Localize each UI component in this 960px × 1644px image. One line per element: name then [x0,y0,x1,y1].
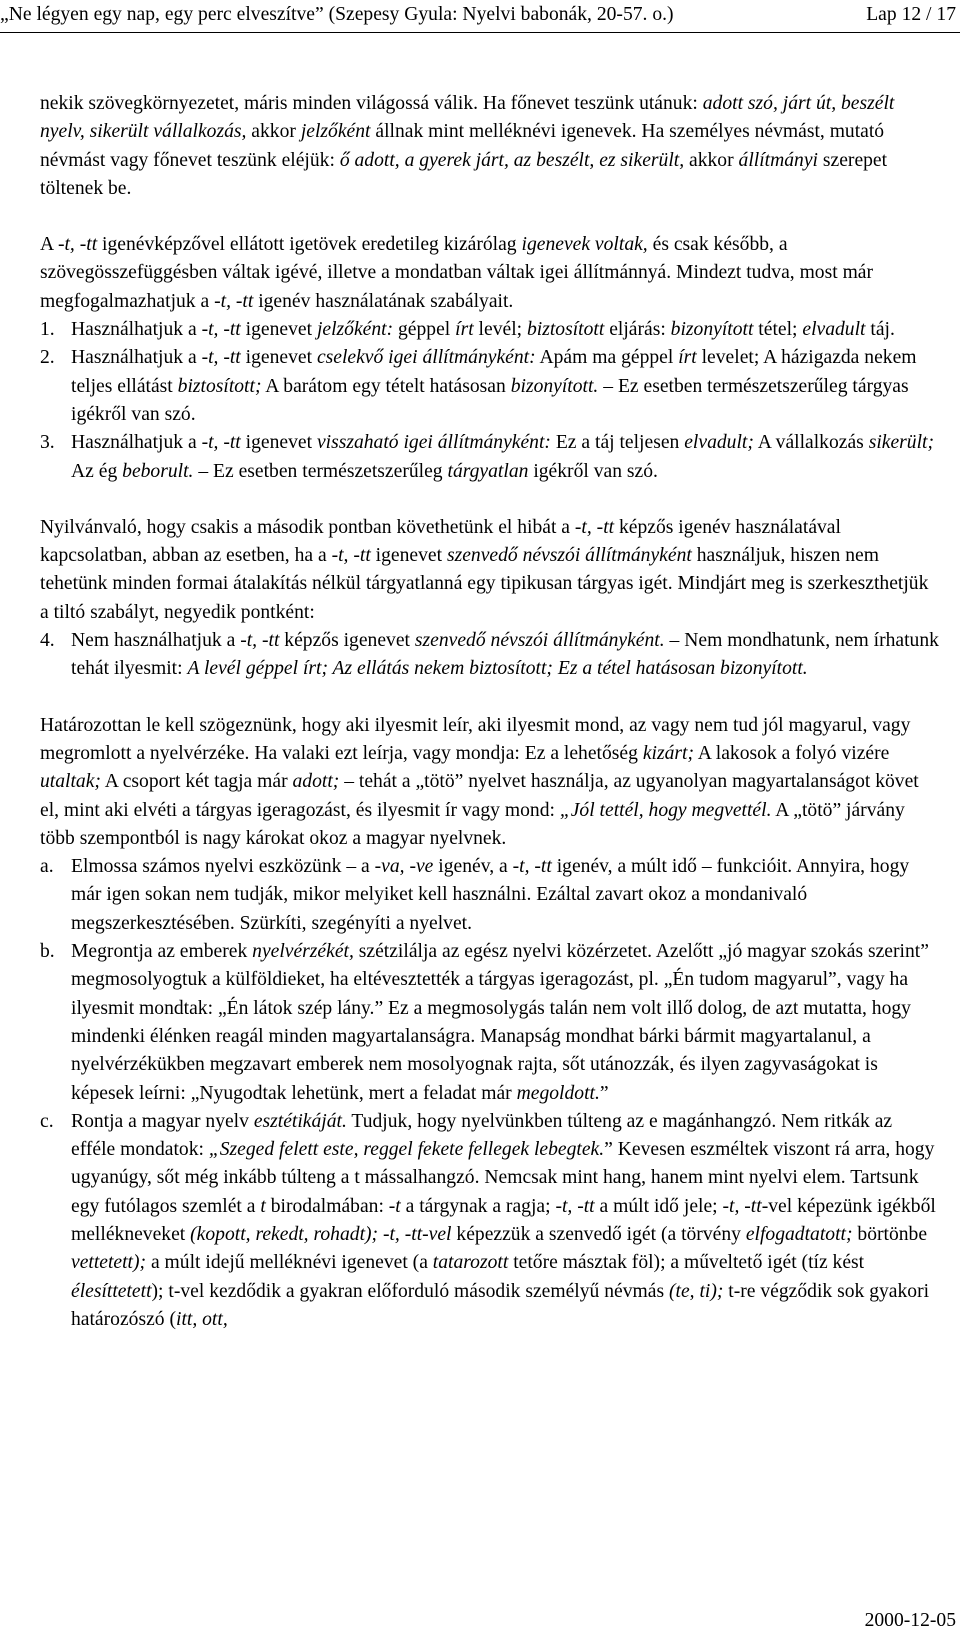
page-header [0,2,960,33]
paragraph-conclusion: Határozottan le kell szögeznünk, hogy aki ilyesmit leír, aki ilyesmit mond, az vagy nem tud jól magyarul, vagy megromlott a nyelvérzéke. Ha valaki ezt leírja, vagy mondja: Ez a lehetőség kizárt; A lakosok a folyó vizére utaltak; A csoport két tagja már adott; – tehát a „tötö” nyelvet használja, az ugyanolyan magyartalanságot követ el, mint aki elvéti a tárgyas igeragozást, és ilyesmit ír vagy mond: „Jól tettél, hogy megvettél. A „tötö” járvány több szempontból is nagy károkat okoz a magyar nyelvnek. [40,714,919,849]
damage-item: a. Elmossa számos nyelvi eszközünk – a -va, -ve igenév, a -t, -tt igenév, a múlt idő – funkcióit. Annyira, hogy már igen sokan nem tudják, mikor melyiket kell használni. Ezáltal zavart okoz a mondanivaló megszerkesztésében. Szürkíti, szegényíti a nyelvet. [40,853,940,938]
item-letter: c. [40,1110,54,1132]
rule-number: 3. [40,432,55,454]
damages-list [40,853,940,1334]
rule-number: 4. [40,630,55,652]
rule-item: 1. Használhatjuk a -t, -tt igenevet jelzőként: géppel írt levél; biztosított eljárás: bizonyított tétel; elvadult táj. [40,316,940,344]
prohibition-rule [40,627,940,684]
rule-item: 4. Nem használhatjuk a -t, -tt képzős igenevet szenvedő névszói állítmányként. – Nem mondhatunk, nem írhatunk tehát ilyesmit: A levél géppel írt; Az ellátás nekem biztosított; Ez a tétel hatásosan bizonyított. [40,627,940,684]
footer-date: 2000-12-05 [864,1610,956,1631]
rule-item: 2. Használhatjuk a -t, -tt igenevet cselekvő igei állítmányként: Apám ma géppel írt levelet; A házigazda nekem teljes ellátást biztosított; A barátom egy tételt hatásosan bizonyított. – Ez esetben természetszerűleg tárgyas igékről van szó. [40,344,940,429]
document-title: „Ne légyen egy nap, egy perc elveszítve” (Szepesy Gyula: Nyelvi babonák, 20-57. o.) [0,4,674,25]
rule-number: 1. [40,319,55,341]
paragraph-participle-origin: A -t, -tt igenévképzővel ellátott igetövek eredetileg kizárólag igenevek voltak, és csak később, a szövegösszefüggésben váltak igévé, illetve a mondatban váltak igei állítmánnyá. Mindezt tudva, most már megfogalmazhatjuk a -t, -tt igenév használatának szabályait. [40,234,874,312]
item-letter: a. [40,856,54,878]
page-content [40,90,940,1334]
paragraph-error-case: Nyilvánvaló, hogy csakis a második pontban követhetünk el hibát a -t, -tt képzős igenév használatával kapcsolatban, abban az esetben, ha a -t, -tt igenevet szenvedő névszói állítmányként használjuk, hiszen nem tehetünk minden formai átalakítás nélkül tárgyatlanná egy tipikusan tárgyas igét. Mindjárt meg is szerkeszthetjük a tiltó szabályt, negyedik pontként: [40,516,929,623]
damage-item: b. Megrontja az emberek nyelvérzékét, szétzilálja az egész nyelvi közérzetet. Azelőtt „jó magyar szokás szerint” megmosolyogtuk a külföldieket, ha eltévesztették a tárgyas igeragozást, pl. „Én tudom magyarul”, vagy ha ilyesmit mondtak: „Én látok szép lány.” Ez a megmosolygás talán nem volt illő dolog, de azt mutatta, hogy mindenki élénken reagál minden magyartalanságra. Manapság mondhat bárki bármit magyartalanul, a nyelvérzékükben megzavart emberek nem mosolyognak rajta, sőt utánozzák, és ilyen zagyvaságokat is képesek leírni: „Nyugodtak lehetünk, mert a feladat már megoldott.” [40,938,940,1108]
rules-list [40,316,940,486]
rule-number: 2. [40,347,55,369]
item-letter: b. [40,941,55,963]
page-number: Lap 12 / 17 [866,4,956,25]
paragraph-continued: nekik szövegkörnyezetet, máris minden világossá válik. Ha főnevet teszünk utánuk: adott szó, járt út, beszélt nyelv, sikerült vállalkozás, akkor jelzőként állnak mint melléknévi igenevek. Ha személyes névmást, mutató névmást vagy főnevet teszünk eléjük: ő adott, a gyerek járt, az beszélt, ez sikerült, akkor állítmányi szerepet töltenek be. [40,93,895,199]
rule-item: 3. Használhatjuk a -t, -tt igenevet visszaható igei állítmányként: Ez a táj teljesen elvadult; A vállalkozás sikerült; Az ég beborult. – Ez esetben természetszerűleg tárgyatlan igékről van szó. [40,429,940,486]
damage-item: c. Rontja a magyar nyelv esztétikáját. Tudjuk, hogy nyelvünkben túlteng az e magánhangzó. Nem ritkák az efféle mondatok: „Szeged felett este, reggel fekete fellegek lebegtek.” Kevesen eszméltek viszont rá arra, hogy ugyanúgy, sőt még inkább túlteng a t mássalhangzó. Nemcsak mint hang, hanem mint nyelvi elem. Tartsunk egy futólagos szemlét a t birodalmában: -t a tárgynak a ragja; -t, -tt a múlt idő jele; -t, -tt-vel képezünk igékből mellékneveket (kopott, rekedt, rohadt); -t, -tt-vel képezzük a szenvedő igét (a törvény elfogadtatott; börtönbe vettetett); a múlt idejű melléknévi igenevet (a tatarozott tetőre másztak föl); a műveltető igét (tíz kést élesíttetett); t-vel kezdődik a gyakran előforduló második személyű névmás (te, ti); t-re végződik sok gyakori határozószó (itt, ott, [40,1108,940,1334]
